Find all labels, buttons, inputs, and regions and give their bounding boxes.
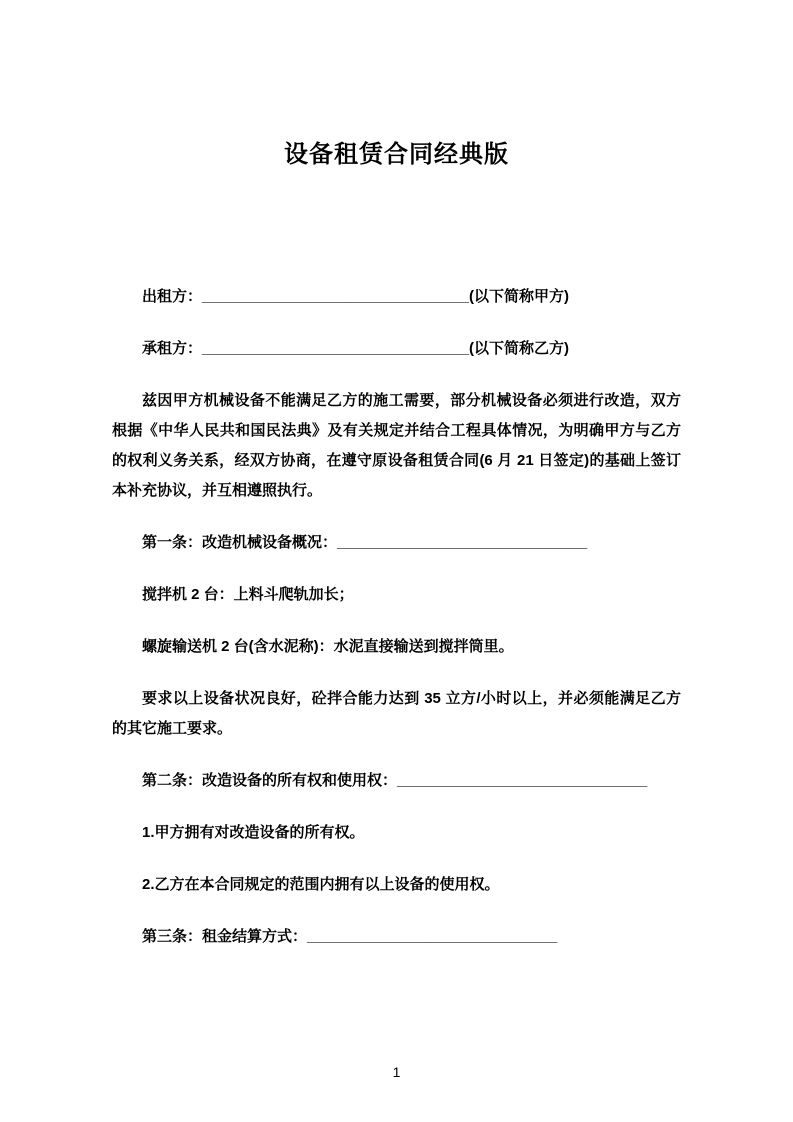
mixer-equipment-item: 搅拌机 2 台：上料斗爬轨加长； (142, 586, 354, 603)
article-1-heading: 第一条：改造机械设备概况：______________________________ (142, 534, 588, 551)
equipment-requirement-paragraph: 要求以上设备状况良好，砼拌合能力达到 35 立方/小时以上，并必须能满足乙方的其它施工要求。 (112, 690, 681, 737)
article-2-heading: 第二条：改造设备的所有权和使用权：______________________________ (142, 772, 648, 789)
article-2-item-1: 1.甲方拥有对改造设备的所有权。 (142, 824, 365, 841)
lessee-line: 承租方：________________________________(以下简称乙方) (142, 340, 569, 357)
preamble-paragraph: 兹因甲方机械设备不能满足乙方的施工需要，部分机械设备必须进行改造，双方根据《中华人民共和国民法典》及有关规定并结合工程具体情况，为明确甲方与乙方的权利义务关系，经双方协商，在遵守原设备租赁合同(6 月 21 日签定)的基础上签订本补充协议，并互相遵照执行。 (112, 392, 681, 499)
page-number: 1 (392, 1064, 401, 1080)
screw-conveyor-item: 螺旋输送机 2 台(含水泥称)：水泥直接输送到搅拌筒里。 (142, 638, 514, 655)
lessor-line: 出租方：________________________________(以下简称甲方) (142, 288, 569, 305)
article-3-heading: 第三条：租金结算方式：______________________________ (142, 928, 558, 945)
article-2-item-2: 2.乙方在本合同规定的范围内拥有以上设备的使用权。 (142, 876, 500, 893)
document-title: 设备租赁合同经典版 (284, 141, 509, 168)
